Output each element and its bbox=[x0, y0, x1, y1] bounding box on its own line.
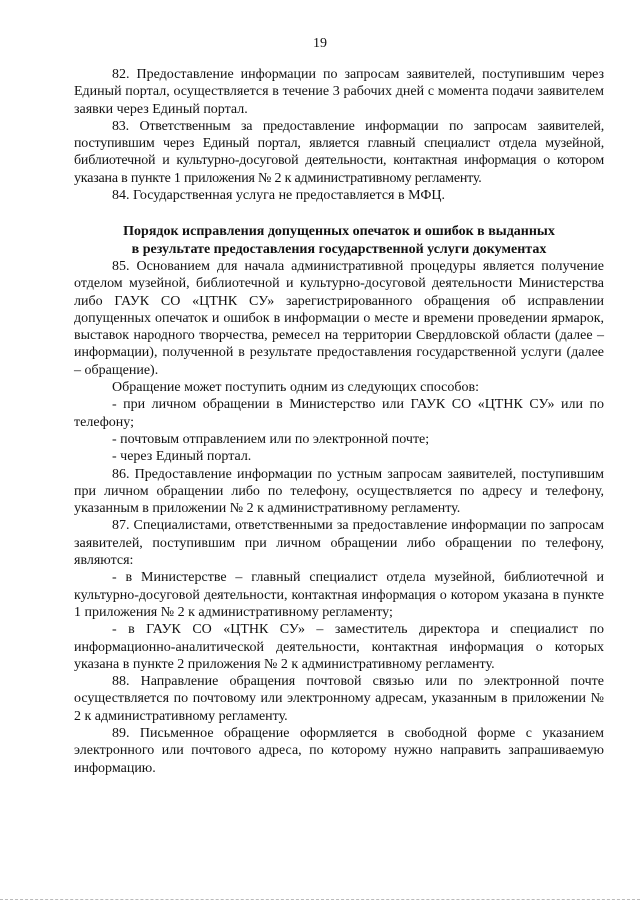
page-number: 19 bbox=[313, 36, 327, 51]
section-heading bbox=[74, 223, 604, 258]
page-bottom-edge bbox=[0, 899, 640, 900]
section-heading-line-1: Порядок исправления допущенных опечаток и ошибок в выданных bbox=[123, 224, 555, 240]
paragraph-87: 87. Специалистами, ответственными за предоставление информации по запросам заявителей, поступившим при личном обращении либо обращении по телефону, являются: bbox=[74, 518, 604, 569]
list-item-gauk-specialist: - в ГАУК СО «ЦТНК СУ» – заместитель директора и специалист по информационно-аналитической деятельности, контактная информация о которых указана в пункте 2 приложения № 2 к административному регламенту. bbox=[74, 622, 604, 672]
document-body bbox=[74, 66, 604, 777]
paragraph-89: 89. Письменное обращение оформляется в свободной форме с указанием электронного или почтового адреса, по которому нужно направить запрашиваемую информацию. bbox=[74, 725, 604, 776]
paragraph-86: 86. Предоставление информации по устным запросам заявителей, поступившим при личном обращении либо по телефону, осуществляется по адресу и телефону, указанным в приложении № 2 к административному регламенту. bbox=[74, 466, 604, 517]
paragraph-84: 84. Государственная услуга не предоставляется в МФЦ. bbox=[112, 188, 446, 204]
paragraph-85: 85. Основанием для начала административной процедуры является получение отделом музейной, библиотечной и культурно-досуговой деятельности Министерства либо ГАУК СО «ЦТНК СУ» зарегистрированного обращения об исправлении допущенных опечаток и ошибок в информации о месте и времени проведении ярмарок, выставок народного творчества, ремесел на территории Свердловской области (далее – информации), полученной в результате предоставления государственной услуги (далее – обращение). bbox=[74, 258, 604, 378]
list-item-personal-or-phone: - при личном обращении в Министерство или ГАУК СО «ЦТНК СУ» или по телефону; bbox=[74, 397, 604, 430]
paragraph-82: 82. Предоставление информации по запросам заявителей, поступившим через Единый портал, осуществляется в течение 3 рабочих дней с момента подачи заявителем заявки через Единый портал. bbox=[74, 67, 604, 117]
list-item-mail-or-email: - почтовым отправлением или по электронной почте; bbox=[112, 431, 430, 447]
paragraph-83: 83. Ответственным за предоставление информации по запросам заявителей, поступившим через Единый портал, является главный специалист отдела музейной, библиотечной и культурно-досуговой деятельности, контактная информация о котором указана в пункте 1 приложения № 2 к административному регламенту. bbox=[74, 118, 604, 186]
section-heading-line-2: в результате предоставления государственной услуги документах bbox=[131, 241, 547, 257]
paragraph-88: 88. Направление обращения почтовой связью или по электронной почте осуществляется по почтовому или электронному адресам, указанным в приложении № 2 к административному регламенту. bbox=[74, 674, 604, 724]
list-item-ministry-specialist: - в Министерстве – главный специалист отдела музейной, библиотечной и культурно-досуговой деятельности, контактная информация о котором указана в пункте 1 приложения № 2 к административному регламенту; bbox=[74, 570, 604, 620]
paragraph-methods-intro: Обращение может поступить одним из следующих способов: bbox=[112, 380, 480, 396]
list-item-unified-portal: - через Единый портал. bbox=[112, 449, 252, 465]
